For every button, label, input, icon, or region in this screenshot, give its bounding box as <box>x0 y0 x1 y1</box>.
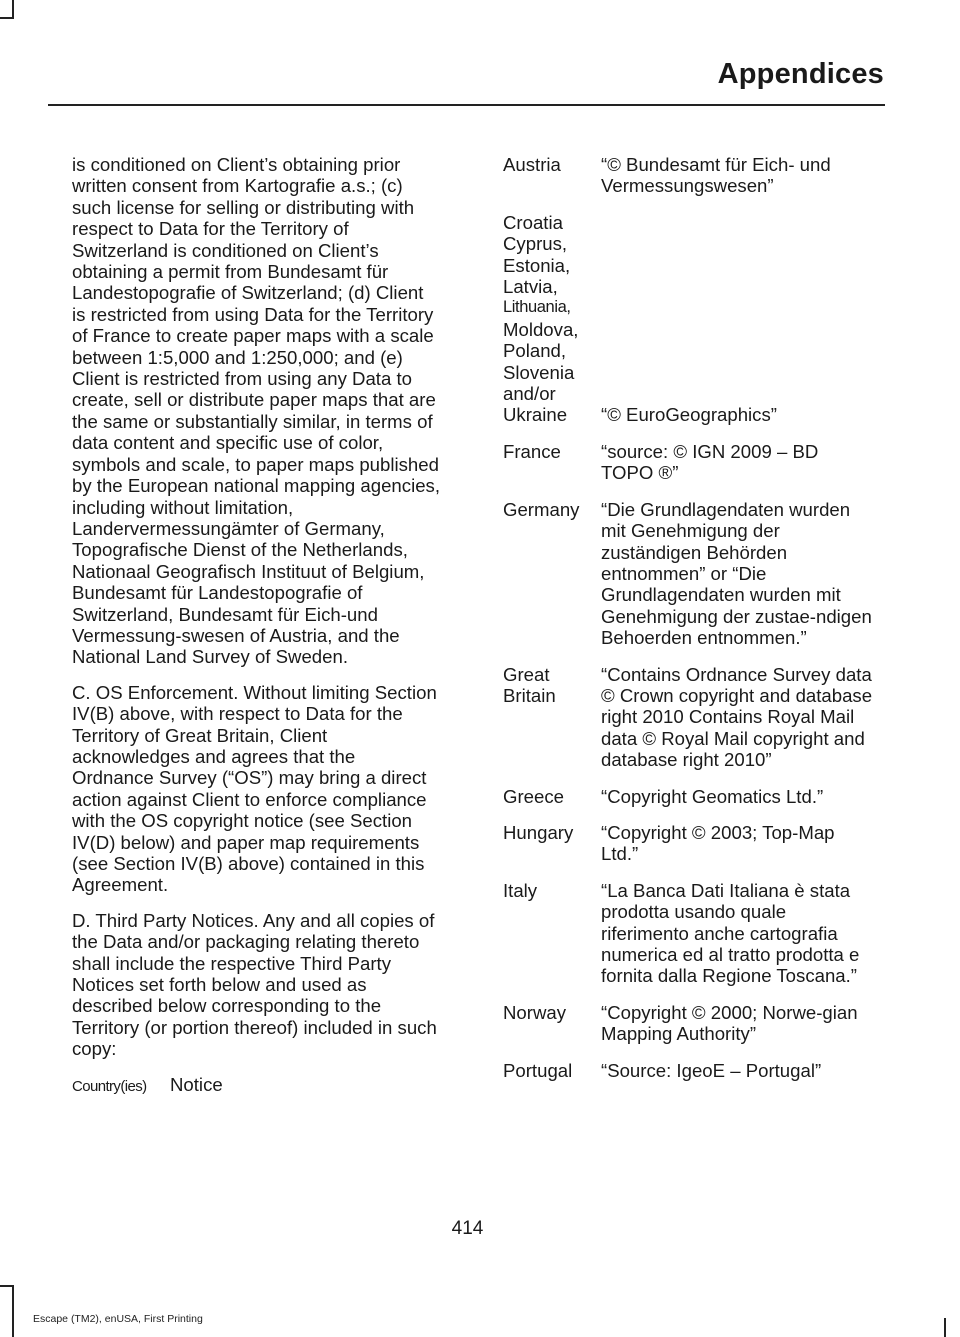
country-name: Estonia, <box>503 254 571 276</box>
notices-table-header <box>72 1074 440 1097</box>
country-name: Cyprus, <box>503 233 568 255</box>
header-notice: Notice <box>170 1073 223 1095</box>
country-name: Moldova, <box>503 318 579 340</box>
row-country <box>503 1060 601 1081</box>
crop-mark-top-left-v <box>12 0 14 18</box>
country-name: Italy <box>503 879 538 901</box>
row-notice: “Copyright © 2003; Top-Map Ltd.” <box>601 821 835 865</box>
header-divider <box>48 104 885 106</box>
table-row <box>503 880 875 987</box>
crop-mark-bottom-right-v <box>944 1318 946 1337</box>
row-notice: “© Bundesamt für Eich- und Vermessungswesen” <box>601 154 831 197</box>
row-country <box>503 154 601 197</box>
row-country <box>503 441 601 484</box>
table-row <box>503 212 875 426</box>
left-column <box>72 154 440 1097</box>
row-country <box>503 664 601 771</box>
crop-mark-bottom-left-v <box>12 1285 14 1337</box>
row-country <box>503 880 601 987</box>
table-row <box>503 664 875 771</box>
country-name: Britain <box>503 684 556 706</box>
country-name: Latvia, <box>503 276 558 298</box>
country-name: and/or <box>503 383 556 405</box>
row-notice: “Copyright © 2000; Norwe-gian Mapping Authority” <box>601 1001 858 1045</box>
notices-table <box>503 154 875 1096</box>
country-name: Great <box>503 663 550 685</box>
paragraph-third-party-notices: D. Third Party Notices. Any and all copies of the Data and/or packaging relating thereto shall include the respective Third Party Notices set forth below and used as described below corresponding to the Territory (or portion thereof) included in such copy: <box>72 909 437 1060</box>
header-country: Country(ies) <box>72 1077 147 1095</box>
country-name: Greece <box>503 785 564 807</box>
row-country <box>503 499 601 649</box>
paragraph-os-enforcement: C. OS Enforcement. Without limiting Section IV(B) above, with respect to Data for the Territory of Great Britain, Client acknowledges and agrees that the Ordnance Survey (“OS”) may bring a direct action against Client to enforce compliance with the OS copyright notice (see Section IV(D) below) and paper map requirements (see Section IV(B) above) contained in this Agreement. <box>72 681 437 896</box>
paragraph-license-conditions: is conditioned on Client’s obtaining prior written consent from Kartografie a.s.; (c) such license for selling or distributing with respect to Data for the Territory of Switzerland is conditioned on Client’s obtaining a permit from Bundesamt für Landestopografie of Switzerland; (d) Client is restricted from using Data for the Territory of France to create paper maps with a scale between 1:5,000 and 1:250,000; and (e) Client is restricted from using any Data to create, sell or distribute paper maps that are the same or substantially similar, in terms of data content and specific use of color, symbols and scale, to paper maps published by the European national mapping agencies, including without limitation, Landervermessungämter of Germany, Topografische Dienst of the Netherlands, Nationaal Geografisch Instituut of Belgium, Bundesamt für Landestopografie of Switzerland, Bundesamt für Eich-und Vermessung-swesen of Austria, and the National Land Survey of Sweden. <box>72 154 441 668</box>
country-name: Poland, <box>503 340 567 362</box>
country-name: Germany <box>503 498 580 520</box>
row-country <box>503 212 601 426</box>
country-name: Hungary <box>503 821 574 843</box>
footer-text: Escape (TM2), enUSA, First Printing <box>33 1313 203 1325</box>
country-name: France <box>503 440 561 462</box>
country-name: Croatia <box>503 211 563 233</box>
page-number: 414 <box>451 1218 484 1239</box>
row-notice: “Die Grundlagendaten wurden mit Genehmigung der zuständigen Behörden entnommen” or “Die Grundlagendaten wurden mit Genehmigung der zustae-ndigen Behoerden entnommen.” <box>601 498 872 649</box>
row-notice: “© EuroGeographics” <box>601 404 777 426</box>
row-country <box>503 786 601 807</box>
table-row <box>503 786 875 807</box>
table-row <box>503 1060 875 1081</box>
country-name: Portugal <box>503 1059 573 1081</box>
crop-mark-bottom-left-h <box>0 1285 14 1287</box>
crop-mark-top-left-h <box>0 17 14 19</box>
table-row <box>503 154 875 197</box>
table-row <box>503 441 875 484</box>
row-notice: “source: © IGN 2009 – BD TOPO ®” <box>601 440 819 484</box>
row-notice: “La Banca Dati Italiana è stata prodotta usando quale riferimento anche cartografia numerica ed al tratto prodotta e fornita dalla Regione Toscana.” <box>601 879 860 987</box>
row-notice: “Contains Ordnance Survey data © Crown copyright and database right 2010 Contains Royal Mail data © Royal Mail copyright and database right 2010” <box>601 663 873 771</box>
country-name: Lithuania, <box>503 298 571 317</box>
table-row <box>503 822 875 865</box>
country-name: Slovenia <box>503 361 575 383</box>
table-row <box>503 1002 875 1045</box>
table-row <box>503 499 875 649</box>
country-name: Ukraine <box>503 404 568 426</box>
row-notice: “Copyright Geomatics Ltd.” <box>601 785 824 807</box>
page-title: Appendices <box>717 58 884 90</box>
row-notice: “Source: IgeoE – Portugal” <box>601 1059 822 1081</box>
row-country <box>503 822 601 865</box>
country-name: Austria <box>503 154 561 175</box>
country-name: Norway <box>503 1001 567 1023</box>
row-country <box>503 1002 601 1045</box>
